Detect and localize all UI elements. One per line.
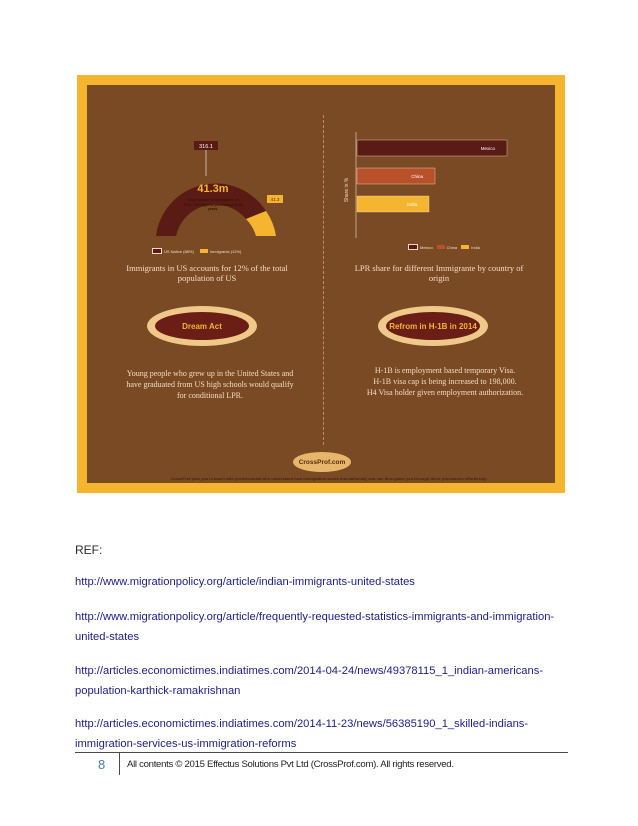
donut-legend bbox=[152, 248, 241, 254]
bar-india bbox=[357, 196, 429, 212]
bar-label-india: India bbox=[407, 202, 417, 207]
infographic-image bbox=[77, 75, 565, 493]
reform-badge bbox=[378, 306, 488, 346]
dream-act-text: Young people who grew up in the United States and have graduated from US high schools would qualify for conditional LPR. bbox=[126, 369, 294, 400]
bar-chart-ylabel: Share in % bbox=[344, 177, 350, 203]
footer-separator bbox=[119, 753, 120, 775]
dream-act-label: Dream Act bbox=[155, 312, 249, 340]
reform-text bbox=[355, 365, 535, 398]
bar-chart bbox=[342, 130, 542, 240]
bar-label-mexico: Mexico bbox=[480, 146, 495, 151]
legend-india: India bbox=[461, 244, 480, 250]
donut-center-desc: Total number of immigrants in 2013. The highest percentage in 90 years. bbox=[183, 198, 243, 211]
crossprof-badge: CrossProf.com bbox=[293, 452, 351, 472]
donut-center-value: 41.3m bbox=[197, 183, 229, 195]
reform-line: H-1B is employment based temporary Visa. bbox=[374, 366, 516, 375]
bar-chart-legend bbox=[408, 244, 480, 250]
dream-act-badge bbox=[147, 306, 257, 346]
infographic-footer-note: CrossProf puts you in touch with professionals who understand how immigration works internationally and can thus guide you through these procedures effortlessly. bbox=[171, 476, 487, 481]
right-caption: LPR share for different Immigrante by country of origin bbox=[354, 263, 524, 283]
top-value-label: 316.1 bbox=[199, 144, 213, 150]
bar-label-china: China bbox=[411, 174, 423, 179]
bar-china bbox=[357, 168, 435, 184]
reference-link-2[interactable]: http://www.migrationpolicy.org/article/frequently-requested-statistics-immigrants-and-immigration-united-states bbox=[75, 611, 555, 643]
legend-immigrants: Immigrants (12%) bbox=[200, 248, 242, 254]
references-heading: REF: bbox=[75, 543, 103, 557]
reference-link-4[interactable]: http://articles.economictimes.indiatimes.com/2014-11-23/news/56385190_1_skilled-indians-immigration-services-us-immigration-reforms bbox=[75, 718, 529, 750]
reference-link-1[interactable]: http://www.migrationpolicy.org/article/indian-immigrants-united-states bbox=[75, 576, 415, 588]
reform-label: Refrom in H-1B in 2014 bbox=[386, 312, 480, 340]
center-divider bbox=[323, 115, 324, 445]
legend-mexico: Mexico bbox=[408, 244, 433, 250]
legend-native: US Native (88%) bbox=[152, 248, 194, 254]
page-number: 8 bbox=[98, 757, 106, 772]
copyright-text: All contents © 2015 Effectus Solutions Pvt Ltd (CrossProf.com). All rights reserved. bbox=[127, 759, 454, 770]
legend-china: China bbox=[437, 244, 457, 250]
infographic-panel bbox=[87, 85, 555, 483]
reform-line: H4 Visa holder given employment authorization. bbox=[366, 388, 524, 397]
footer-rule bbox=[75, 752, 568, 753]
reform-line: H-1B visa cap is being increased to 198,000. bbox=[373, 377, 517, 386]
left-caption: Immigrants in US accounts for 12% of the total population of US bbox=[126, 263, 288, 283]
side-value-label: 41.3 bbox=[270, 197, 280, 202]
reference-link-3[interactable]: http://articles.economictimes.indiatimes.com/2014-04-24/news/49378115_1_indian-americans-population-karthick-ramakrishnan bbox=[75, 665, 544, 697]
